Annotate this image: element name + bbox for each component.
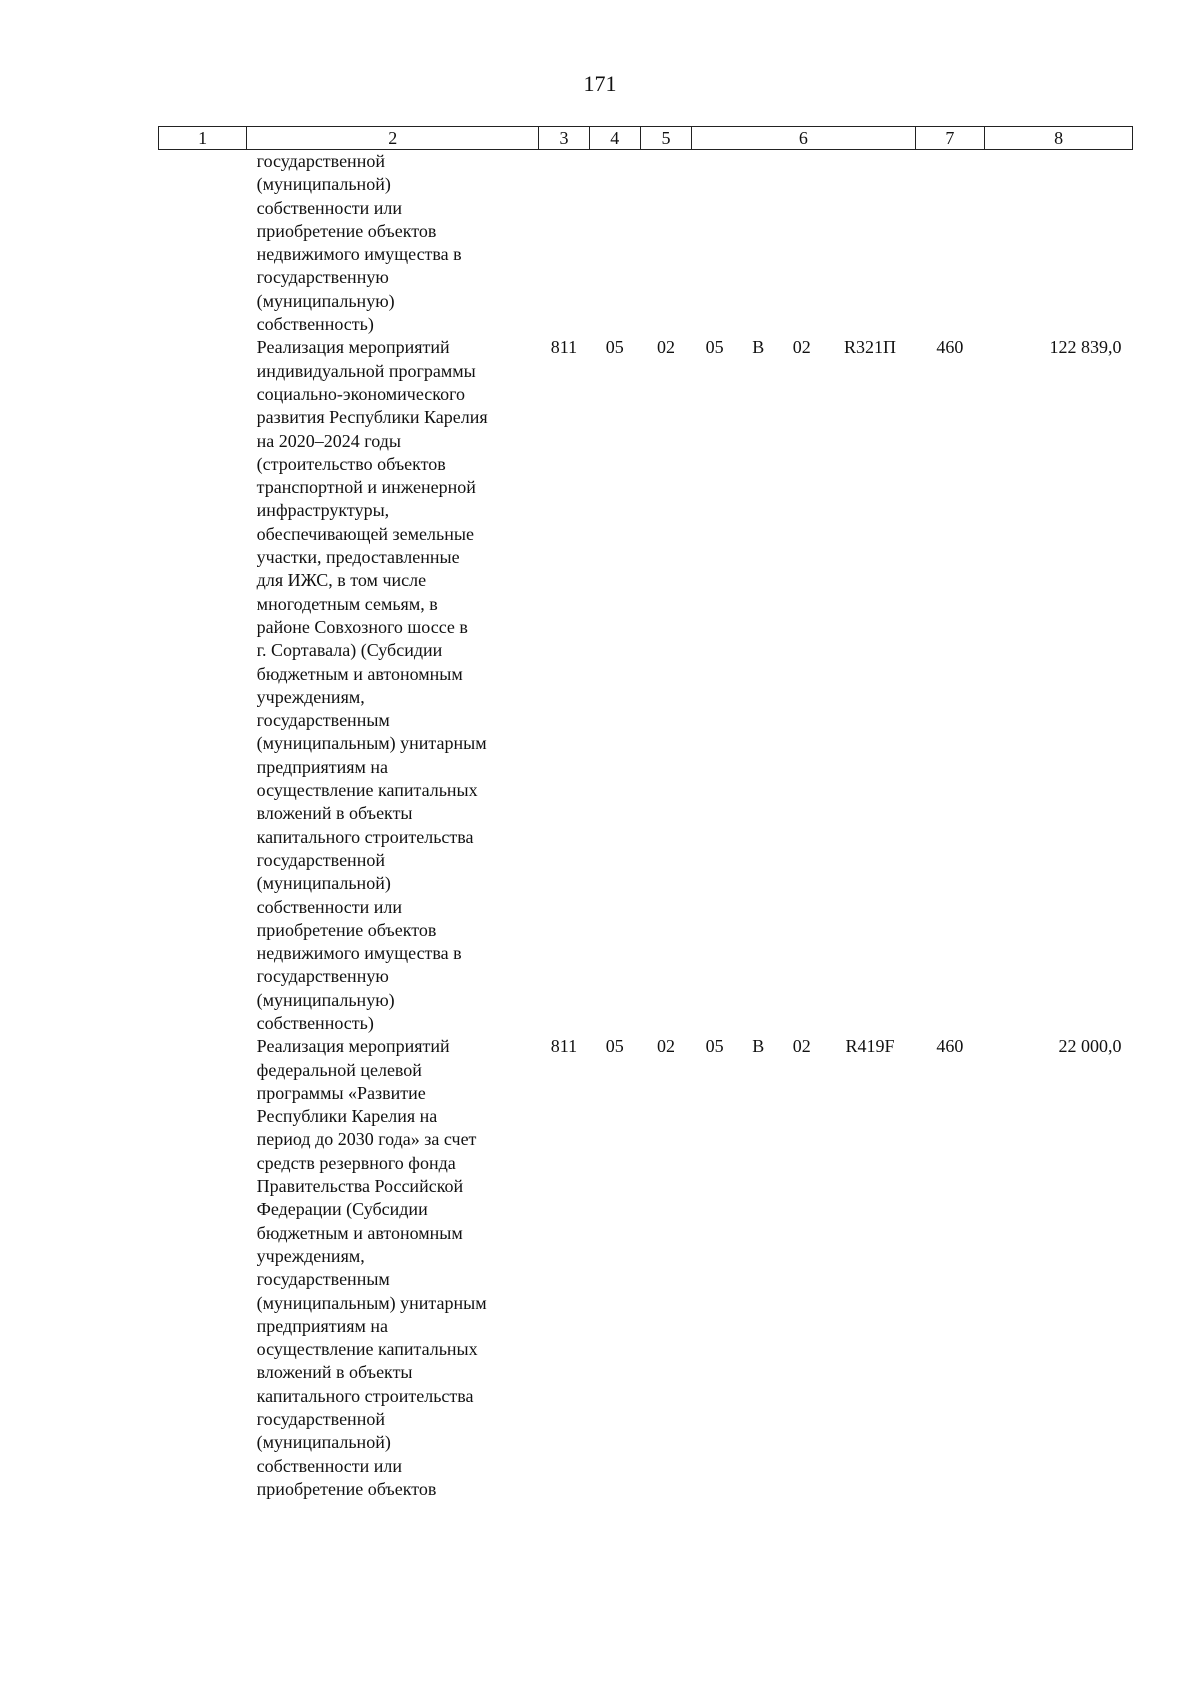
cell-section: 05 — [605, 337, 624, 358]
name-line: собственности или — [256, 1455, 403, 1476]
header-col-7: 7 — [915, 127, 985, 150]
name-line: государственным — [256, 710, 390, 731]
table-row — [159, 1035, 1133, 1501]
name-line: программы «Развитие — [256, 1082, 426, 1103]
name-line: учреждениям, — [256, 686, 365, 707]
cell-event: 02 — [792, 1036, 811, 1057]
cell-name — [247, 336, 539, 1035]
header-col-5: 5 — [640, 127, 691, 150]
cell-col-1 — [159, 336, 247, 1035]
name-line: многодетным семьям, в — [256, 593, 438, 614]
cell-program: 05 — [705, 1036, 724, 1057]
page-number: 171 — [583, 71, 617, 96]
cell-program: 05 — [705, 337, 724, 358]
cell-col-1 — [159, 1035, 247, 1501]
cell-name — [247, 1035, 539, 1501]
cell-direction: R419F — [845, 1036, 895, 1057]
name-line: участки, предоставленные — [256, 547, 460, 568]
header-col-2: 2 — [247, 127, 539, 150]
name-line: осуществление капитальных — [256, 1339, 478, 1360]
name-line: Федерации (Субсидии — [256, 1199, 428, 1220]
name-line: собственность) — [256, 314, 374, 335]
name-line: капитального строительства — [256, 826, 474, 847]
name-line: недвижимого имущества в — [256, 244, 462, 265]
name-line: Правительства Российской — [256, 1176, 464, 1197]
name-line: государственной — [256, 1409, 385, 1430]
name-line: вложений в объекты — [256, 803, 413, 824]
table-header — [159, 127, 1133, 150]
name-line: приобретение объектов — [256, 1478, 437, 1499]
name-line: капитального строительства — [256, 1385, 474, 1406]
name-line: государственную — [256, 267, 389, 288]
name-line: г. Сортавала) (Субсидии — [256, 640, 443, 661]
name-line: социально-экономического — [256, 383, 466, 404]
cell-amount: 22 000,0 — [1058, 1036, 1122, 1057]
name-line: на 2020–2024 годы — [256, 430, 401, 451]
name-line: период до 2030 года» за счет — [256, 1129, 477, 1150]
cell-col-1 — [159, 150, 247, 337]
header-col-6: 6 — [692, 127, 915, 150]
budget-table — [158, 126, 1133, 1501]
name-line: Реализация мероприятий — [256, 337, 450, 358]
name-line: учреждениям, — [256, 1245, 365, 1266]
cell-admin-code: 811 — [550, 337, 578, 358]
name-line: (муниципальным) унитарным — [256, 733, 487, 754]
name-line: средств резервного фонда — [256, 1152, 456, 1173]
name-line: Республики Карелия на — [256, 1106, 438, 1127]
name-line: федеральной целевой — [256, 1059, 422, 1080]
name-line: осуществление капитальных — [256, 780, 478, 801]
cell-admin-code — [539, 150, 589, 337]
name-line: развития Республики Карелия — [256, 407, 488, 428]
cell-subprogram — [738, 150, 779, 337]
name-line: предприятиям на — [256, 756, 389, 777]
cell-subprogram: В — [752, 1036, 765, 1057]
name-line: государственной — [256, 849, 385, 870]
cell-direction: R321П — [843, 337, 896, 358]
cell-expense-type: 460 — [936, 1036, 964, 1057]
name-line: (муниципальным) унитарным — [256, 1292, 487, 1313]
name-line: (муниципальной) — [256, 174, 391, 195]
cell-section: 05 — [605, 1036, 624, 1057]
name-line: Реализация мероприятий — [256, 1036, 450, 1057]
cell-expense-type: 460 — [936, 337, 964, 358]
name-line: индивидуальной программы — [256, 360, 476, 381]
name-line: (муниципальную) — [256, 290, 395, 311]
name-line: (муниципальной) — [256, 1432, 391, 1453]
table-row — [159, 150, 1133, 337]
table-row — [159, 336, 1133, 1035]
cell-event: 02 — [792, 337, 811, 358]
cell-expense-type — [915, 150, 985, 337]
name-line: инфраструктуры, — [256, 500, 390, 521]
name-line: собственность) — [256, 1012, 374, 1033]
cell-subsection: 02 — [656, 337, 675, 358]
name-line: бюджетным и автономным — [256, 663, 463, 684]
cell-event — [779, 150, 825, 337]
name-line: приобретение объектов — [256, 220, 437, 241]
cell-subprogram: В — [752, 337, 765, 358]
name-line: для ИЖС, в том числе — [256, 570, 427, 591]
name-line: (муниципальную) — [256, 989, 395, 1010]
cell-section — [589, 150, 640, 337]
cell-direction — [825, 150, 915, 337]
table-body — [159, 150, 1133, 1502]
name-line: обеспечивающей земельные — [256, 523, 474, 544]
cell-amount: 122 839,0 — [1049, 337, 1122, 358]
name-line: собственности или — [256, 197, 403, 218]
cell-subsection — [640, 150, 691, 337]
cell-subsection: 02 — [656, 1036, 675, 1057]
name-line: государственную — [256, 966, 389, 987]
cell-admin-code: 811 — [550, 1036, 578, 1057]
name-line: транспортной и инженерной — [256, 477, 476, 498]
header-col-1: 1 — [159, 127, 247, 150]
name-line: недвижимого имущества в — [256, 943, 462, 964]
name-line: государственным — [256, 1269, 390, 1290]
name-line: собственности или — [256, 896, 403, 917]
name-line: (муниципальной) — [256, 873, 391, 894]
header-col-4: 4 — [589, 127, 640, 150]
name-line: государственной — [256, 151, 385, 171]
name-line: бюджетным и автономным — [256, 1222, 463, 1243]
cell-name — [247, 150, 539, 337]
header-col-3: 3 — [539, 127, 589, 150]
name-line: вложений в объекты — [256, 1362, 413, 1383]
name-line: приобретение объектов — [256, 919, 437, 940]
cell-amount — [985, 150, 1133, 337]
name-line: предприятиям на — [256, 1315, 389, 1336]
header-col-8: 8 — [985, 127, 1133, 150]
name-line: (строительство объектов — [256, 453, 446, 474]
name-line: районе Совхозного шоссе в — [256, 616, 468, 637]
cell-program — [692, 150, 738, 337]
